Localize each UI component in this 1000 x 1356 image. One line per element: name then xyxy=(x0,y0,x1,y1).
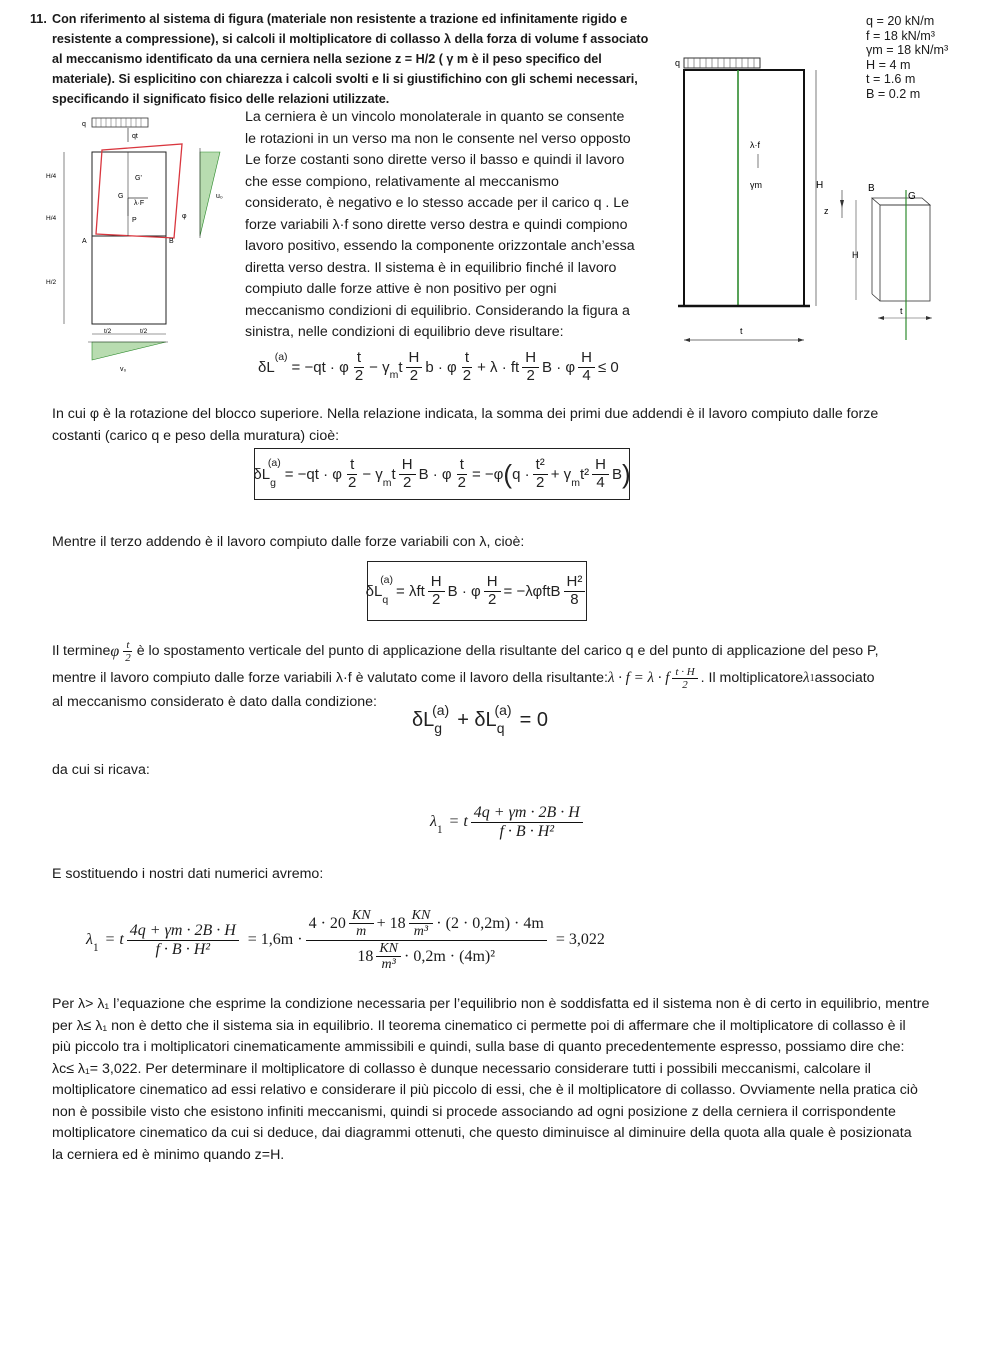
mech-b-label: B xyxy=(169,238,174,245)
text-line: lavoro positivo, essendo la componente orizzontale anch’essa xyxy=(245,238,635,254)
vertical-diagram xyxy=(92,342,166,360)
data-item: γm = 18 kN/m³ xyxy=(866,43,949,58)
question-line: Con riferimento al sistema di figura (materiale non resistente a trazione ed infinitamente rigido e xyxy=(52,12,628,26)
wall-figure xyxy=(670,50,970,350)
wall-outline xyxy=(684,70,804,306)
text-line: considerato, è negativo e lo stesso accade per il carico q . Le xyxy=(245,195,630,211)
z-label: z xyxy=(824,206,829,216)
data-item: t = 1.6 m xyxy=(866,72,916,87)
text-line: al meccanismo considerato è dato dalla condizione: xyxy=(52,694,377,710)
question-line: al meccanismo identificato da una cerniera nella sezione z = H/2 ( γ m è il peso specifico del xyxy=(52,52,602,66)
question-text xyxy=(52,9,662,109)
rotated-block xyxy=(96,144,182,238)
q-label: q xyxy=(675,58,681,68)
text-line: λc≤ λ₁= 3,022. Per determinare il moltiplicatore di collasso è dunque necessario considerare tutti i possibili meccanismi, calcolare il xyxy=(52,1060,871,1077)
text-line: non è possibile visto che esistono infiniti meccanismi, quindi si procede associando ad ogni posizione z della cerniera il corrispondente xyxy=(52,1103,896,1120)
lower-block xyxy=(92,236,166,324)
paragraph-derive: da cui si ricava: xyxy=(52,762,150,778)
question-number: 11. xyxy=(30,12,47,26)
data-item: f = 18 kN/m³ xyxy=(866,28,935,43)
text-line: moltiplicatore cinematico da cui si deduce, dai diagrammi ottenuti, che questo diminuisce al diminuire della quota alla quale è posizionata xyxy=(52,1125,912,1141)
text-line: la cerniera ed è minimo quando z=H. xyxy=(52,1146,285,1163)
h-label: H xyxy=(816,180,824,191)
text-line: più piccolo tra i moltiplicatori cinematicamente ammissibili e quindi, sulla base di quanto precedentemente espresso, possiamo dire che: xyxy=(52,1039,905,1055)
prism-g-label: G xyxy=(908,191,916,202)
text-line: In cui φ è la rotazione del blocco superiore. Nella relazione indicata, la somma dei primi due addendi è il lavoro compiuto dalle forze xyxy=(52,406,879,422)
lf-label: λ·f xyxy=(750,140,760,150)
text-line: compiuto dalle forze attive è non positivo per ogni xyxy=(245,281,557,297)
text-line: sinistra, nelle condizioni di equilibrio deve risultare: xyxy=(245,324,564,340)
equation-lambda1: λ $_1$ = t $\frac{4q + \gamma m \cdot 2B \cdot H}{\text{f · B · H²}}$ xyxy=(430,796,586,848)
paragraph-variable-forces: Mentre il terzo addendo è il lavoro compiuto dalle forze variabili con λ, cioè: xyxy=(52,534,525,550)
t-label: t xyxy=(740,326,743,336)
mech-phi-label: φ xyxy=(182,213,187,220)
paragraph-mechanism xyxy=(245,107,665,344)
mech-t2a-label: t/2 xyxy=(104,328,112,335)
mech-q-label: q xyxy=(82,121,86,128)
text-line: La cerniera è un vincolo monolaterale in quanto se consente xyxy=(245,109,625,125)
text-line: meccanismo condizioni di equilibrio. Considerando la figura a xyxy=(245,302,630,319)
text-line: per λ≤ λ₁ non è detto che il sistema sia in equilibrio. Il teorema cinematico ci permette poi di affermare che il moltiplicatore di collasso è il xyxy=(52,1017,906,1034)
prism-sketch xyxy=(856,190,932,340)
paragraph-constant-forces xyxy=(52,404,972,447)
text-line: forze variabili λ·f sono dirette verso destra e quindi compiono xyxy=(245,216,628,233)
mech-h4b-label: H/4 xyxy=(46,215,57,222)
text-line: costanti (carico q e peso della muratura) cioè: xyxy=(52,427,340,444)
question-line: materiale). Si esplicitino con chiarezza i calcoli svolti e li si giustifichino con gli schemi necessari, xyxy=(52,72,638,86)
equation-equilibrium: δL $_g$ (a) + δL $_q$ (a) = 0 xyxy=(412,702,548,736)
paragraph-substitution: E sostituendo i nostri dati numerici avremo: xyxy=(52,866,324,882)
mech-u0-label: u₀ xyxy=(216,193,223,200)
mech-a-label: A xyxy=(82,238,87,245)
equation-virtual-work: δL $^{(a)}$ = −qt · φ $\frac{t}{2}$ − γ $_m$ t $\frac{H}{2}$ b · φ $\frac{t}{2}$ + λ · ft $\frac{H}{2}$ B · φ $\frac{H}{4}$ ≤ 0 xyxy=(258,349,619,384)
gm-label: γm xyxy=(750,180,762,190)
mechanism-figure xyxy=(40,112,240,377)
question-line: resistente a compressione), si calcoli il moltiplicatore di collasso λ della forza di volume f associato xyxy=(52,32,649,46)
mech-h4a-label: H/4 xyxy=(46,173,57,180)
text-line: Le forze costanti sono dirette verso il basso e quindi il lavoro xyxy=(245,152,625,168)
data-item: q = 20 kN/m xyxy=(866,14,935,28)
prism-h-label: H xyxy=(852,250,859,260)
mech-gp-label: G' xyxy=(135,175,142,182)
prism-b-label: B xyxy=(868,183,875,194)
question-line: specificando il significato fisico delle relazioni utilizzate. xyxy=(52,92,390,106)
text-line: le rotazioni in un verso ma non le consente nel verso opposto xyxy=(245,130,631,147)
upper-block xyxy=(92,152,166,236)
q-load-strip xyxy=(684,58,760,68)
mech-v0-label: v₀ xyxy=(120,366,127,373)
paragraph-displacement: Il termine φ $\frac{t}{2}$ è lo spostamento verticale del punto di applicazione della risultante del carico q e del punto di applicazione del peso P, mentre il lavoro compiuto dalle forze variabili λ·f è valutato come il lavoro della risultante: λ · f = λ · f $\frac{t \cdot H}{2}$ . Il moltiplicatore λ 1 associato al meccanismo considerato è dato dalla condizione: xyxy=(52,638,982,716)
mech-p-label: P xyxy=(132,217,137,224)
text-line: moltiplicatore cinematico ad essi relativo e considerare il più piccolo di essi, che è il moltiplicatore di collasso. Ovviamente nella pratica ciò xyxy=(52,1082,918,1098)
text-line: Per λ> λ₁ l’equazione che esprime la condizione necessaria per l’equilibrio non è soddisfatta ed il sistema non è di certo in equilibrio, mentre xyxy=(52,996,930,1012)
data-item: B = 0.2 m xyxy=(866,86,921,101)
mech-g-label: G xyxy=(118,193,124,200)
text-line: che esse compiono, relativamente al meccanismo xyxy=(245,173,559,190)
paragraph-conclusion xyxy=(52,994,982,1166)
equation-variable-work-box: δL $_q$ (a) = λft $\frac{H}{2}$ B · φ $\frac{H}{2}$ = −λφftB $\frac{\text{H²}}{8}$ xyxy=(367,561,587,621)
prism-t-label: t xyxy=(900,306,903,316)
equation-numeric: λ $_1$ = t $\frac{4q + \gamma m \cdot 2B \cdot H}{\text{f · B · H²}}$ = 1,6m · 4 · 20 $\frac{KN}{m}$ + 18 $\frac{KN}{\text{m³}}$ · (2 · 0,2m) · 4m 18 $\frac{KN}{\text{m³}}$ · 0,2m · (4m)² = 3,022 xyxy=(86,907,605,972)
data-item: H = 4 m xyxy=(866,57,911,72)
equation-constant-work-box: δL $_g$ (a) = −qt · φ $\frac{t}{2}$ − γ $_m$ t $\frac{H}{2}$ B · φ $\frac{t}{2}$ = −φ ( q · $\frac{\text{t²}}{2}$ + γ $_m$ t² $\frac{H}{4}$ B ) xyxy=(254,448,630,500)
text-line: diretta verso destra. Il sistema è in equilibrio finché il lavoro xyxy=(245,259,617,276)
mech-t2b-label: t/2 xyxy=(140,328,148,335)
mech-h2-label: H/2 xyxy=(46,279,57,286)
mech-lf-label: λ·F xyxy=(134,200,145,207)
mech-qt-label: qt xyxy=(132,133,138,140)
